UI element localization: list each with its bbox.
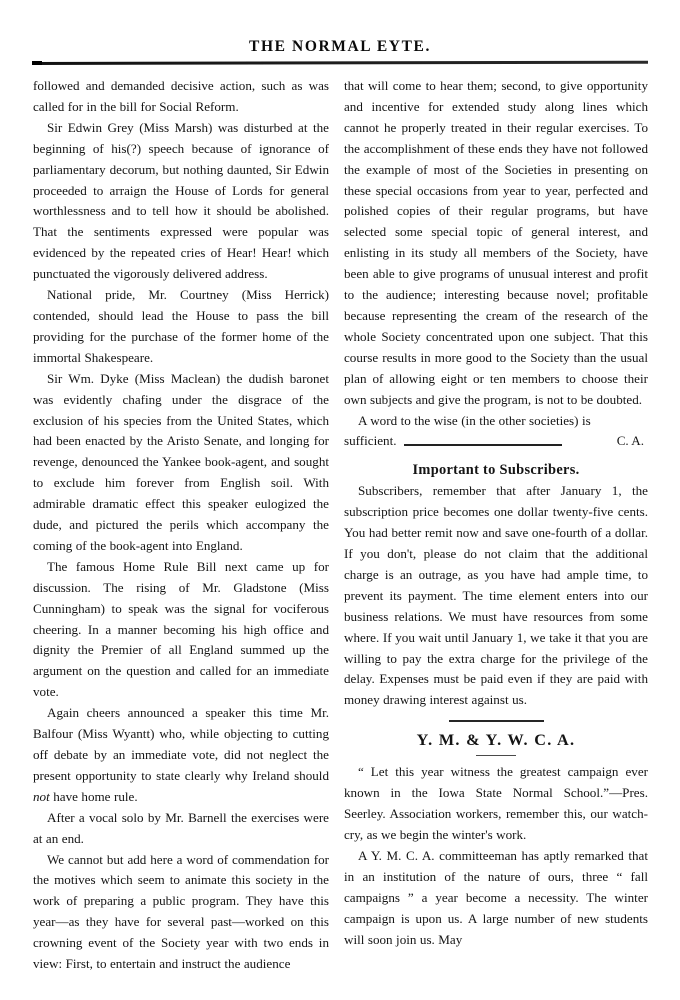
masthead-rule	[32, 61, 648, 65]
paragraph: A word to the wise (in the other societies) is	[358, 412, 591, 428]
paragraph: The famous Home Rule Bill next came up for discussion. The rising of Mr. Gladstone (Miss Cunningham) to speak was the signal for vociferous cheering. In a manner becoming his high office and dignity the Premier of all England summed up the argument on the question and called for an immediate vote.	[33, 558, 329, 700]
paragraph-text-before-emphasis: Again cheers announced a speaker this time Mr. Balfour (Miss Wyantt) who, while objecting to cutting off debate by an immediate vote, did not neglect the present opportunity to state clearly why Ireland should	[33, 705, 329, 783]
emphasis-not: not	[33, 788, 50, 804]
publication-title: THE NORMAL EYTE.	[249, 38, 431, 55]
paragraph: Sir Wm. Dyke (Miss Maclean) the dudish baronet was evidently chafing under the disgrace of the exclusion of his species from the United States, which had been enacted by the Aristo Senate, and longing for revenge, denounced the Yankee book-agent, and sought to exclude him forever from English soil. With admirable dramatic effect this speaker eulogized the dude, and pictured the perils which accompany the coming of the book-agent into England.	[33, 370, 329, 553]
paragraph: Sir Edwin Grey (Miss Marsh) was disturbed at the beginning of his(?) speech because of ignorance of parliamentary decorum, but nothing daunted, Sir Edwin proceeded to arraign the House of Lords for general worthlessness and to tell how it should be abolished. That the sentiments expressed were popular was evidenced by the repeated cries of Hear! Hear! which punctuated the vigorously delivered address.	[33, 119, 329, 282]
section-heading-subscribers: Important to Subscribers.	[412, 462, 580, 479]
paragraph-balfour	[33, 703, 329, 808]
spacer	[344, 452, 648, 459]
paragraph: National pride, Mr. Courtney (Miss Herrick) contended, should lead the House to pass the bill providing for the purchase of the former home of the immortal Shakespeare.	[33, 287, 329, 365]
paragraph: A Y. M. C. A. committeeman has aptly remarked that in an institution of the nature of ours, three “ fall campaigns ” a year become a necessity. The winter campaign is upon us. A large number of new students will soon join us. May	[344, 848, 648, 947]
section-heading-ymca: Y. M. & Y. W. C. A.	[416, 730, 576, 749]
article-signature: C. A.	[616, 433, 644, 449]
paragraph: “ Let this year witness the greatest campaign ever known in the Iowa State Normal School.”—Pres. Seerley. Association workers, remember this, our watch-cry, as we begin the winter's work.	[344, 764, 648, 843]
paragraph: that will come to hear them; second, to give opportunity and incentive for extended study along lines which cannot he properly treated in their regular exercises. To the accomplishment of these ends they have not followed the example of most of the Societies in presenting on these special occasions from year to year, perfected and polished copies of their regular programs, but have selected some special topic of general interest, and enlisting in its study all members of the Society, have been able to give programs of unusual interest and profit to the audience; interesting because novel; profitable because representing the cream of the research of the whole Society concentrated upon one subject. That this course results in more good to the Society than the usual plan of allowing eight or ten members to choose their own subjects and give the program, is not to be doubted.	[344, 78, 648, 407]
section-divider-rule	[404, 444, 562, 445]
paragraph: Subscribers, remember that after January 1, the subscription price becomes one dollar twenty-five cents. You had better remit now and save one-fourth of a dollar. If you don't, please do not claim that the additional charge is an outrage, as you have had ample time, to prevent its payment. The time element enters into our business relations. We must have resources from some where. If you wait until January 1, we take it that you are willing to pay the extra charge for the privilege of the delay. Expenses must be paid even if they are paid with money drawing interest against us.	[344, 483, 648, 708]
paragraph: We cannot but add here a word of commendation for the motives which seem to animate this society in the work of preparing a public program. They have this year—as they have for several past—worked on this crowning event of the Society year with two ends in view: First, to entertain and instruct the audience	[33, 851, 329, 972]
paragraph-text-after-emphasis: have home rule.	[49, 788, 138, 804]
right-column	[344, 76, 648, 951]
signature-line	[344, 431, 648, 452]
masthead	[0, 38, 680, 56]
left-column	[33, 76, 329, 975]
paragraph: After a vocal solo by Mr. Barnell the exercises were at an end.	[33, 809, 329, 846]
section-divider-rule	[449, 720, 544, 721]
section-underline-rule	[476, 755, 516, 757]
signature-lead-text: sufficient.	[344, 433, 397, 449]
paragraph: followed and demanded decisive action, such as was called for in the bill for Social Reform.	[33, 78, 329, 114]
